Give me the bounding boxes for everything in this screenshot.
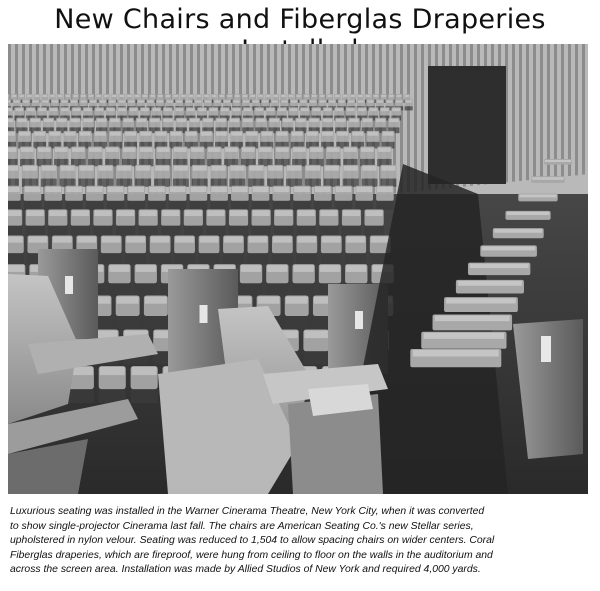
photo-caption bbox=[10, 505, 592, 578]
doorway bbox=[428, 66, 506, 184]
caption-line: across the screen area. Installation was made by Allied Studios of New York and required 4,000 yards. bbox=[10, 564, 481, 576]
caption-line: upholstered in nylon velour. Seating was reduced to 1,504 to allow spacing chairs on wider centers. Coral bbox=[10, 535, 495, 547]
headline: New Chairs and Fiberglas Draperies bbox=[54, 4, 546, 35]
caption-line: Luxurious seating was installed in the Warner Cinerama Theatre, New York City, when it was converted bbox=[10, 506, 485, 517]
theatre-seating-photo bbox=[8, 44, 588, 494]
photo-illustration bbox=[8, 44, 588, 494]
caption-line: Fiberglas draperies, which are fireproof, were hung from ceiling to floor on the walls in the auditorium and bbox=[10, 549, 493, 561]
caption-line: to show single-projector Cinerama last fall. The chairs are American Seating Co.'s new Stellar series, bbox=[10, 520, 474, 532]
